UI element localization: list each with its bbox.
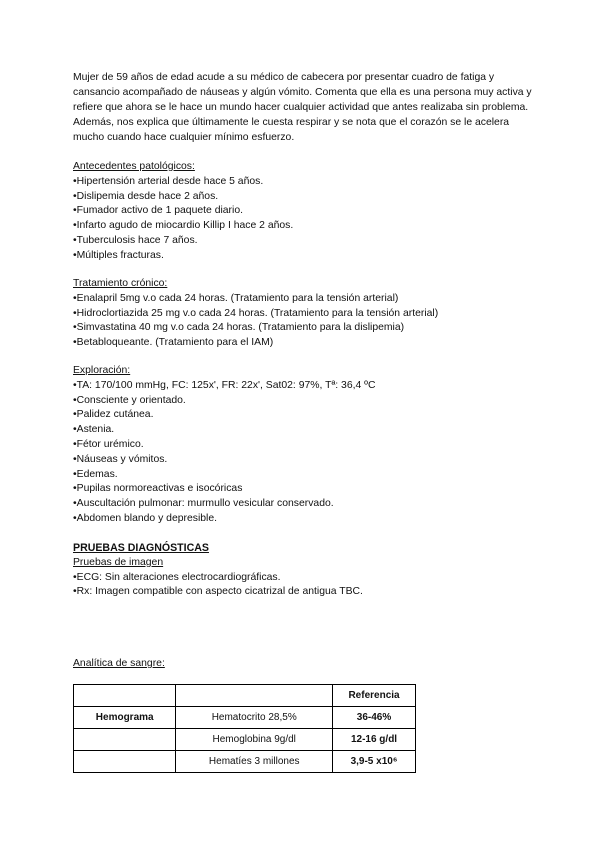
table-row xyxy=(74,707,416,729)
analitica-section xyxy=(73,657,533,672)
table-cell: Hemoglobina 9g/dl xyxy=(176,729,333,751)
table-row xyxy=(74,729,416,751)
list-item: • Rx: Imagen compatible con aspecto cicatrizal de antigua TBC. xyxy=(73,585,533,600)
list-item: • Pupilas normoreactivas e isocóricas xyxy=(73,482,533,497)
list-item: • Betabloqueante. (Tratamiento para el IAM) xyxy=(73,336,533,351)
analitica-title: Analítica de sangre: xyxy=(73,658,165,669)
list-item: • Múltiples fracturas. xyxy=(73,249,533,264)
antecedentes-section xyxy=(73,160,533,264)
table-header-cell xyxy=(176,685,333,707)
pruebas-section xyxy=(73,541,533,600)
table-cell: 3,9-5 x10⁶ xyxy=(333,751,416,773)
antecedentes-list xyxy=(73,175,533,264)
list-item: • Edemas. xyxy=(73,468,533,483)
tratamiento-section xyxy=(73,277,533,351)
table-cell: 36-46% xyxy=(333,707,416,729)
antecedentes-title: Antecedentes patológicos: xyxy=(73,161,195,172)
list-item: • Fétor urémico. xyxy=(73,438,533,453)
tratamiento-list xyxy=(73,292,533,351)
lab-results-table xyxy=(73,684,416,773)
pruebas-imagen-title: Pruebas de imagen xyxy=(73,556,164,568)
table-header-cell: Referencia xyxy=(333,685,416,707)
exploracion-title: Exploración: xyxy=(73,365,131,376)
list-item: • Simvastatina 40 mg v.o cada 24 horas. (Tratamiento para la dislipemia) xyxy=(73,321,533,336)
list-item: • Palidez cutánea. xyxy=(73,408,533,423)
list-item: • Tuberculosis hace 7 años. xyxy=(73,234,533,249)
list-item: • Dislipemia desde hace 2 años. xyxy=(73,190,533,205)
case-intro-paragraph: Mujer de 59 años de edad acude a su médico de cabecera por presentar cuadro de fatiga y cansancio acompañado de náuseas y algún vómito. Comenta que ella es una persona muy activa y refiere que ahora se le hace un mundo hacer cualquier actividad que antes realizaba sin problema. Además, nos explica que últimamente le cuesta respirar y se nota que el corazón se le acelera mucho cuando hace cualquier mínimo esfuerzo. xyxy=(73,72,532,143)
list-item: • Hipertensión arterial desde hace 5 años. xyxy=(73,175,533,190)
list-item: • Enalapril 5mg v.o cada 24 horas. (Tratamiento para la tensión arterial) xyxy=(73,292,533,307)
table-cell: Hematíes 3 millones xyxy=(176,751,333,773)
table-header-row xyxy=(74,685,416,707)
table-cell xyxy=(74,751,176,773)
list-item: • Auscultación pulmonar: murmullo vesicular conservado. xyxy=(73,497,533,512)
exploracion-section xyxy=(73,364,533,527)
exploracion-list xyxy=(73,379,533,527)
table-header-cell xyxy=(74,685,176,707)
list-item: • Náuseas y vómitos. xyxy=(73,453,533,468)
list-item: • Abdomen blando y depresible. xyxy=(73,512,533,527)
pruebas-title: PRUEBAS DIAGNÓSTICAS xyxy=(73,542,209,554)
table-cell xyxy=(74,729,176,751)
list-item: • TA: 170/100 mmHg, FC: 125x', FR: 22x', Sat02: 97%, Tª: 36,4 ºC xyxy=(73,379,533,394)
list-item: • Fumador activo de 1 paquete diario. xyxy=(73,204,533,219)
list-item: • Infarto agudo de miocardio Killip I hace 2 años. xyxy=(73,219,533,234)
list-item: • Consciente y orientado. xyxy=(73,394,533,409)
table-cell: Hematocrito 28,5% xyxy=(176,707,333,729)
table-row xyxy=(74,751,416,773)
list-item: • ECG: Sin alteraciones electrocardiográficas. xyxy=(73,571,533,586)
pruebas-list xyxy=(73,571,533,601)
list-item: • Hidroclortiazida 25 mg v.o cada 24 horas. (Tratamiento para la tensión arterial) xyxy=(73,307,533,322)
table-cell: Hemograma xyxy=(74,707,176,729)
tratamiento-title: Tratamiento crónico: xyxy=(73,278,168,289)
list-item: • Astenia. xyxy=(73,423,533,438)
table-cell: 12-16 g/dl xyxy=(333,729,416,751)
